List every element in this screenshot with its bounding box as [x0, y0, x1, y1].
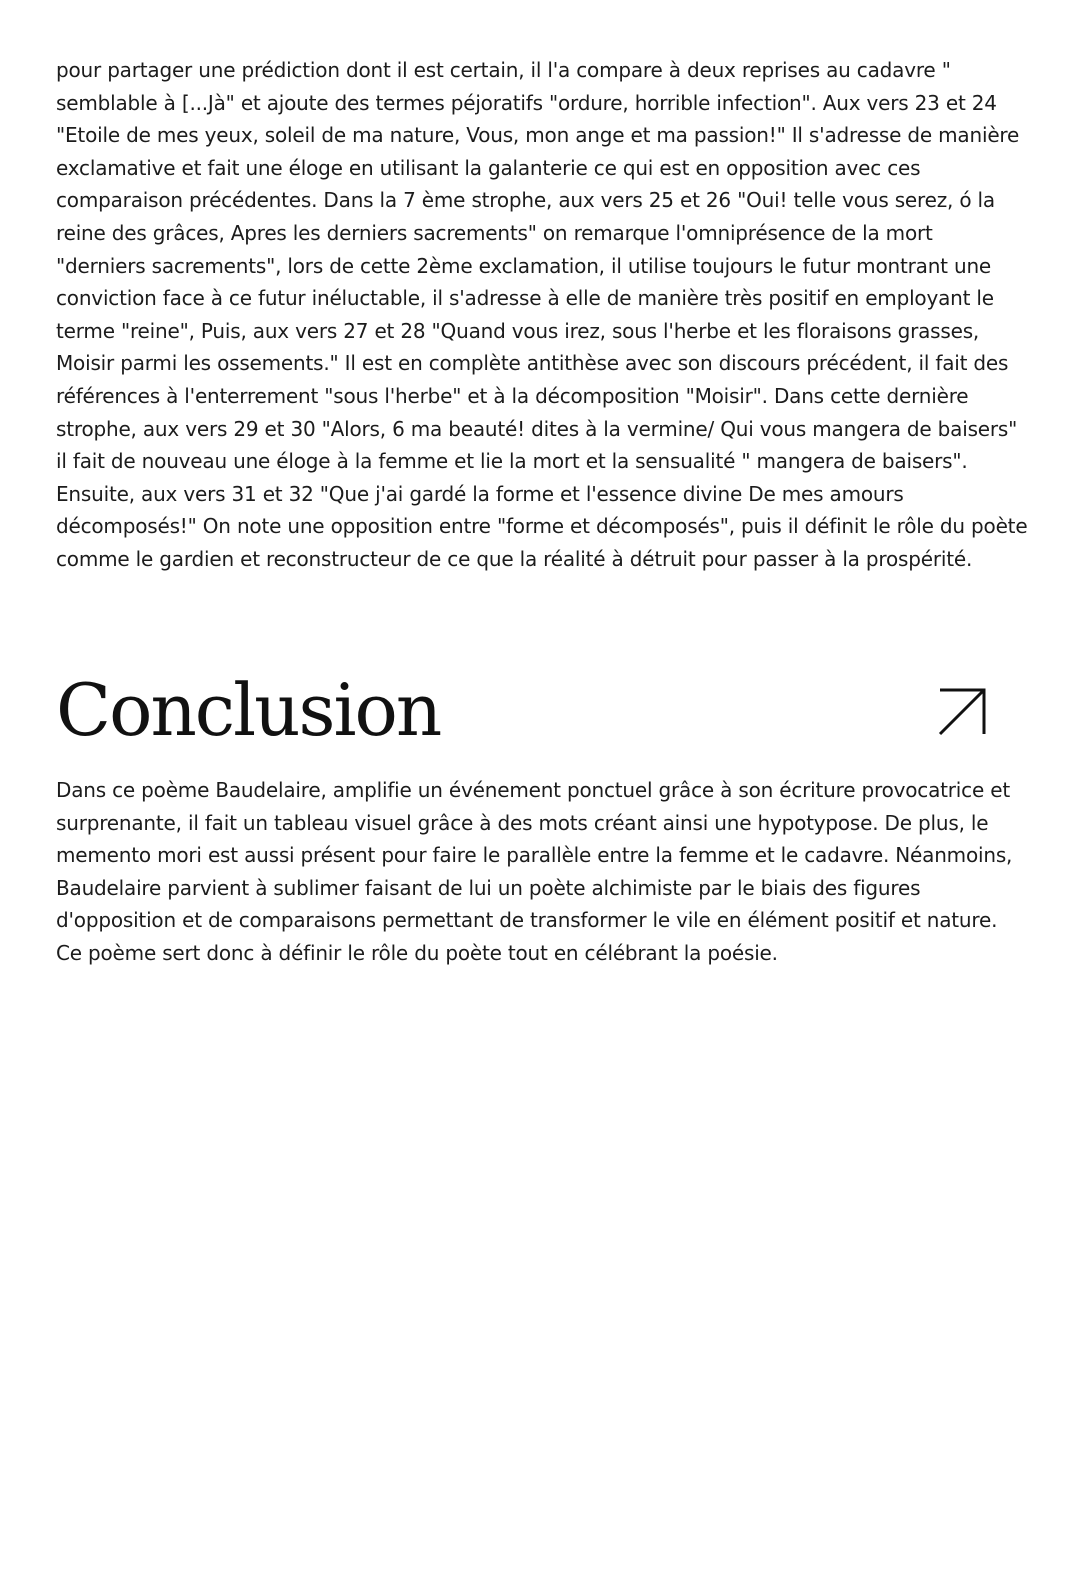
conclusion-heading: Conclusion	[56, 668, 441, 752]
analysis-paragraph: pour partager une prédiction dont il est certain, il l'a compare à deux reprises au cadavre " semblable à [...Jà" et ajoute des termes péjoratifs "ordure, horrible infection". Aux vers 23 et 24 "Etoile de mes yeux, soleil de ma nature, Vous, mon ange et ma passion!" Il s'adresse de manière exclamative et fait une éloge en utilisant la galanterie ce qui est en opposition avec ces comparaison précédentes. Dans la 7 ème strophe, aux vers 25 et 26 "Oui! telle vous serez, ó la reine des grâces, Apres les derniers sacrements" on remarque l'omniprésence de la mort "derniers sacrements", lors de cette 2ème exclamation, il utilise toujours le futur montrant une conviction face à ce futur inéluctable, il s'adresse à elle de manière très positif en employant le terme "reine", Puis, aux vers 27 et 28 "Quand vous irez, sous l'herbe et les floraisons grasses, Moisir parmi les ossements." Il est en complète antithèse avec son discours précédent, il fait des références à l'enterrement "sous l'herbe" et à la décomposition "Moisir". Dans cette dernière strophe, aux vers 29 et 30 "Alors, 6 ma beauté! dites à la vermine/ Qui vous mangera de baisers" il fait de nouveau une éloge à la femme et lie la mort et la sensualité " mangera de baisers". Ensuite, aux vers 31 et 32 "Que j'ai gardé la forme et l'essence divine De mes amours décomposés!" On note une opposition entre "forme et décomposés", puis il définit le rôle du poète comme le gardien et reconstructeur de ce que la réalité à détruit pour passer à la prospérité.	[56, 58, 1028, 571]
conclusion-paragraph: Dans ce poème Baudelaire, amplifie un événement ponctuel grâce à son écriture provocatrice et surprenante, il fait un tableau visuel grâce à des mots créant ainsi une hypotypose. De plus, le memento mori est aussi présent pour faire le parallèle entre la femme et le cadavre. Néanmoins, Baudelaire parvient à sublimer faisant de lui un poète alchimiste par le biais des figures d'opposition et de comparaisons permettant de transformer le vile en élément positif et nature. Ce poème sert donc à définir le rôle du poète tout en célébrant la poésie.	[56, 778, 1013, 965]
arrow-up-right-icon	[934, 684, 990, 740]
